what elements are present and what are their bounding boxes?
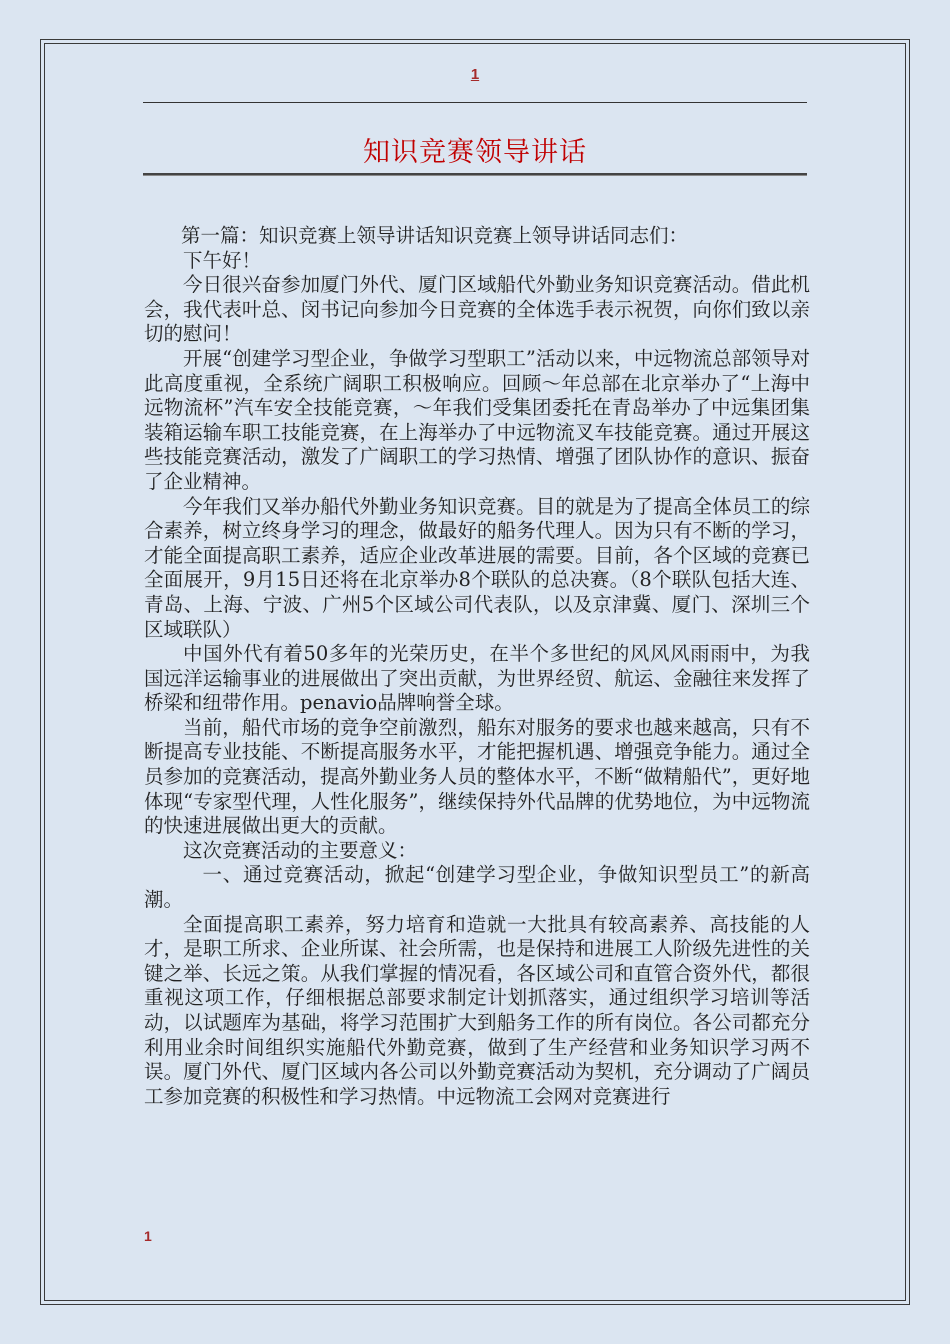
paragraph: 开展“创建学习型企业，争做学习型职工”活动以来，中远物流总部领导对此高度重视，全系统广阔职工积极响应。回顾～年总部在北京举办了“上海中远物流杯”汽车安全技能竞赛，～年我们受集团委托在青岛举办了中远集团集装箱运输车职工技能竞赛，在上海举办了中远物流叉车技能竞赛。通过开展这些技能竞赛活动，激发了广阔职工的学习热情、增强了团队协作的意识、振奋了企业精神。 [144, 346, 810, 493]
paragraph: 全面提高职工素养，努力培育和造就一大批具有较高素养、高技能的人才，是职工所求、企业所谋、社会所需，也是保持和进展工人阶级先进性的关键之举、长远之策。从我们掌握的情况看，各区域公司和直管合资外代，都很重视这项工作，仔细根据总部要求制定计划抓落实，通过组织学习培训等活动，以试题库为基础，将学习范围扩大到船务工作的所有岗位。各公司都充分利用业余时间组织实施船代外勤竞赛，做到了生产经营和业务知识学习两不误。厦门外代、厦门区域内各公司以外勤竞赛活动为契机，充分调动了广阔员工参加竞赛的积极性和学习热情。中远物流工会网对竞赛进行 [144, 912, 810, 1108]
paragraph: 这次竞赛活动的主要意义： [183, 838, 418, 862]
paragraph: 下午好！ [183, 248, 262, 272]
title-rule [143, 173, 807, 175]
footer-page-number: 1 [144, 1228, 152, 1244]
document-body [144, 224, 810, 1109]
paragraph: 中国外代有着50多年的光荣历史，在半个多世纪的风风风雨雨中，为我国远洋运输事业的进展做出了突出贡献，为世界经贸、航运、金融往来发挥了桥梁和纽带作用。penavio品牌响誉全球。 [144, 642, 810, 715]
paragraph: 一、通过竞赛活动，掀起“创建学习型企业，争做知识型员工”的新高潮。 [144, 863, 810, 912]
header-page-number: 1 [470, 66, 480, 83]
header-rule [143, 102, 807, 103]
document-title: 知识竞赛领导讲话 [363, 137, 587, 168]
paragraph: 今日很兴奋参加厦门外代、厦门区域船代外勤业务知识竞赛活动。借此机会，我代表叶总、闵书记向参加今日竞赛的全体选手表示祝贺，向你们致以亲切的慰问！ [144, 273, 810, 346]
paragraph: 第一篇：知识竞赛上领导讲话知识竞赛上领导讲话同志们： [181, 224, 689, 247]
paragraph: 当前，船代市场的竞争空前激烈，船东对服务的要求也越来越高，只有不断提高专业技能、不断提高服务水平，才能把握机遇、增强竞争能力。通过全员参加的竞赛活动，提高外勤业务人员的整体水平，不断“做精船代”，更好地体现“专家型代理，人性化服务”，继续保持外代品牌的优势地位，为中远物流的快速进展做出更大的贡献。 [144, 715, 810, 838]
paragraph: 今年我们又举办船代外勤业务知识竞赛。目的就是为了提高全体员工的综合素养，树立终身学习的理念，做最好的船务代理人。因为只有不断的学习，才能全面提高职工素养，适应企业改革进展的需要。目前，各个区域的竞赛已全面展开，9月15日还将在北京举办8个联队的总决赛。（8个联队包括大连、青岛、上海、宁波、广州5个区域公司代表队，以及京津冀、厦门、深圳三个区域联队） [144, 494, 810, 641]
